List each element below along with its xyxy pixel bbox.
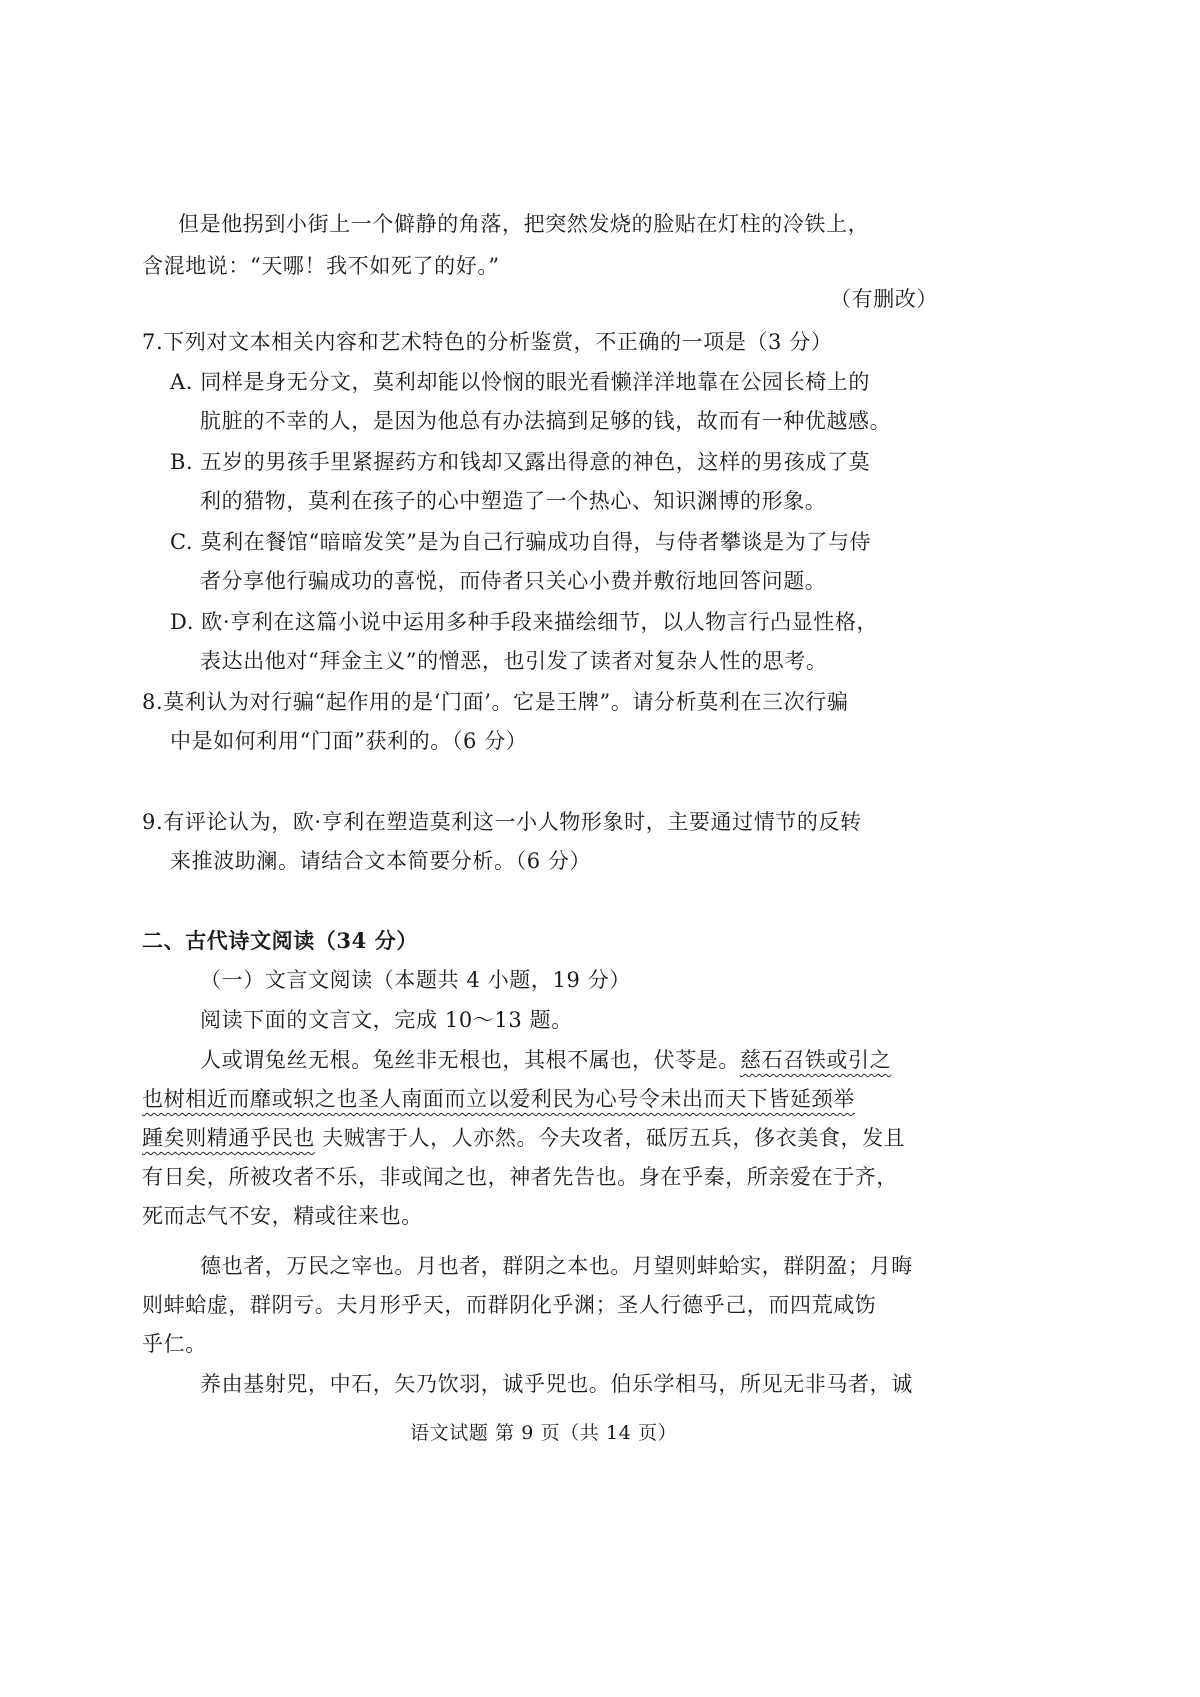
question-7-option-a-line-2: 肮脏的不幸的人，是因为他总有办法搞到足够的钱，故而有一种优越感。 [200,409,892,433]
section-2-subheading: （一）文言文阅读（本题共 4 小题，19 分） [200,968,631,992]
passage-p1-part-e: 夫贼害于人，人亦然。今夫攻者，砥厉五兵，侈衣美食，发且 [314,1126,906,1150]
story-line-1: 但是他拐到小街上一个僻静的角落，把突然发烧的脸贴在灯柱的冷铁上， [178,212,870,236]
question-7-option-b-line-2: 利的猎物，莫利在孩子的心中塑造了一个热心、知识渊博的形象。 [200,489,827,513]
passage-line-3 [142,1122,905,1152]
passage-line-6: 德也者，万民之宰也。月也者，群阴之本也。月望则蚌蛤实，群阴盈；月晦 [200,1254,913,1278]
question-7-option-a-line-1: A. 同样是身无分文，莫利却能以怜悯的眼光看懒洋洋地靠在公园长椅上的 [170,370,870,394]
passage-line-7: 则蚌蛤虚，群阴亏。夫月形乎天，而群阴化乎渊；圣人行德乎己，而四荒咸饬 [142,1293,877,1317]
question-7-option-c-line-1: C. 莫利在餐馆“暗暗发笑”是为自己行骗成功自得，与侍者攀谈是为了与侍 [170,530,872,554]
question-7-option-c-line-2: 者分享他行骗成功的喜悦，而侍者只关心小费并敷衍地回答问题。 [200,569,827,593]
passage-line-5: 死而志气不安，精或往来也。 [142,1204,423,1228]
story-line-2: 含混地说：“天哪！我不如死了的好。” [142,254,500,278]
question-7-option-d-line-1: D. 欧·亨利在这篇小说中运用多种手段来描绘细节，以人物言行凸显性格， [170,610,879,634]
deletion-note: （有删改） [830,287,938,311]
passage-line-4: 有日矣，所被攻者不乐，非或闻之也，神者先告也。身在乎秦，所亲爱在于齐， [142,1165,898,1189]
page-footer: 语文试题 第 9 页（共 14 页） [410,1422,678,1444]
question-7-stem: 7.下列对文本相关内容和艺术特色的分析鉴赏，不正确的一项是（3 分） [142,330,833,354]
passage-line-2-underlined: 也树相近而靡或轵之也圣人南面而立以爱利民为心号令未出而天下皆延颈举 [142,1087,855,1111]
question-8-line-2: 中是如何利用“门面”获利的。（6 分） [170,729,528,753]
passage-p1-part-b-underlined: 慈石召铁或引之 [740,1048,892,1072]
passage-line-9: 养由基射兕，中石，矢乃饮羽，诚乎兕也。伯乐学相马，所见无非马者，诚 [200,1372,913,1396]
section-2-heading: 二、古代诗文阅读（34 分） [142,928,418,953]
passage-p1-part-d-underlined: 踵矣则精通乎民也 [142,1126,315,1150]
passage-line-1 [200,1044,891,1074]
question-9-line-2: 来推波助澜。请结合文本简要分析。（6 分） [170,849,592,873]
passage-p1-part-a: 人或谓兔丝无根。兔丝非无根也，其根不属也，伏苓是。 [200,1048,740,1072]
section-2-instruction: 阅读下面的文言文，完成 10～13 题。 [200,1008,573,1032]
question-9-line-1: 9.有评论认为，欧·亨利在塑造莫利这一小人物形象时，主要通过情节的反转 [142,810,862,834]
question-7-option-b-line-1: B. 五岁的男孩手里紧握药方和钱却又露出得意的神色，这样的男孩成了莫 [170,450,871,474]
passage-line-8: 乎仁。 [142,1332,207,1356]
question-8-line-1: 8.莫利认为对行骗“起作用的是‘门面’。它是王牌”。请分析莫利在三次行骗 [142,690,849,714]
question-7-option-d-line-2: 表达出他对“拜金主义”的憎恶，也引发了读者对复杂人性的思考。 [200,649,828,673]
